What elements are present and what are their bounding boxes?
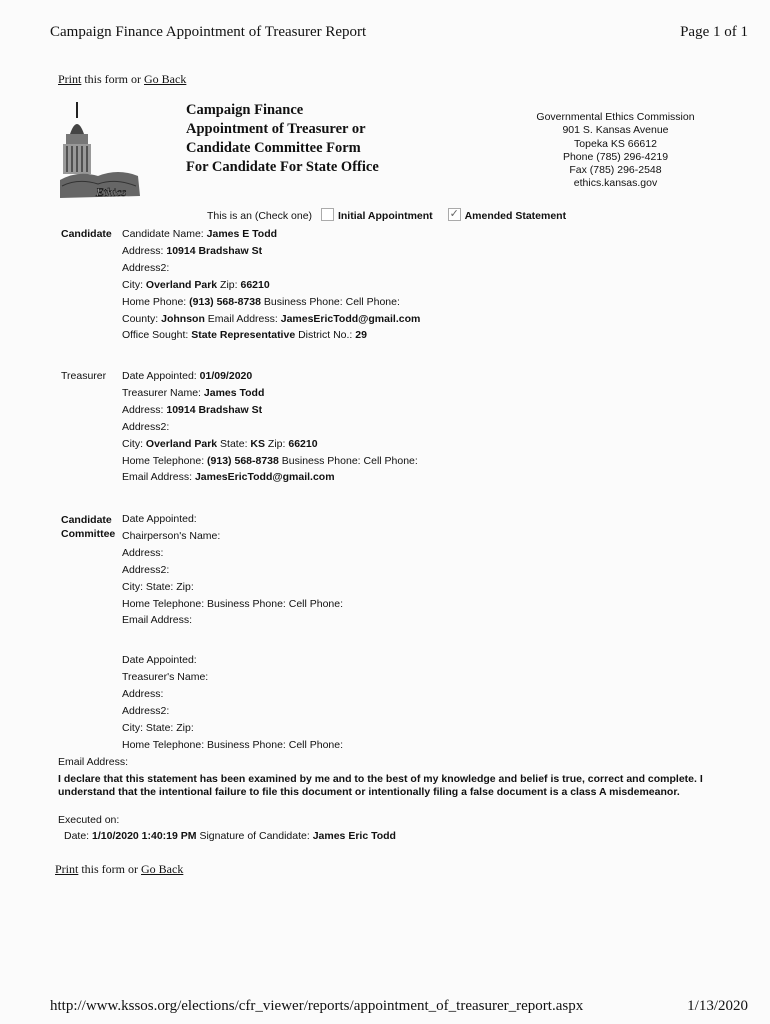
committee-section-label: Candidate Committee <box>61 514 116 540</box>
top-nav <box>58 72 186 87</box>
treasurer-name-row: Treasurer Name: James Todd <box>122 386 265 399</box>
candidate-signature: James Eric Todd <box>312 830 396 842</box>
initial-appointment-checkbox[interactable] <box>321 208 334 221</box>
committee-treasurer-address-row: Address: <box>122 687 164 700</box>
committee-treasurer-email-row: Email Address: <box>58 756 129 768</box>
agency-phone: Phone (785) 296-4219 <box>562 150 669 163</box>
print-footer-date: 1/13/2020 <box>687 998 748 1014</box>
form-title <box>186 101 379 177</box>
candidate-city-row: City: Overland Park Zip: 66210 <box>122 278 270 291</box>
committee-section <box>122 511 343 629</box>
candidate-address: 10914 Bradshaw St <box>166 244 263 257</box>
treasurer-section-label: Treasurer <box>61 370 107 382</box>
candidate-phone-row: Home Phone: (913) 568-8738 Business Phone: Cell Phone: <box>122 295 400 308</box>
candidate-district: 29 <box>355 329 367 342</box>
candidate-home-phone: (913) 568-8738 <box>189 295 261 308</box>
candidate-section-label: Candidate <box>61 228 112 240</box>
candidate-zip: 66210 <box>240 278 270 291</box>
logo-text: Ethics <box>96 185 126 199</box>
treasurer-date-row: Date Appointed: 01/09/2020 <box>122 370 253 382</box>
agency-name: Governmental Ethics Commission <box>536 111 695 123</box>
treasurer-city-row: City: Overland Park State: KS Zip: 66210 <box>122 437 318 450</box>
declaration-text: I declare that this statement has been examined by me and to the best of my knowledge and belief is true, correct and complete. I understand that the intentional failure to file this document or intentionally filing a false document is a class A misdemeanor. <box>58 773 703 798</box>
committee-date-row: Date Appointed: <box>122 513 197 525</box>
committee-treasurer-date-row: Date Appointed: <box>122 654 197 666</box>
agency-address <box>518 111 713 191</box>
committee-chair-row: Chairperson's Name: <box>122 529 221 542</box>
capitol-logo-icon <box>58 96 148 202</box>
candidate-office-row: Office Sought: State Representative District No.: 29 <box>122 329 367 342</box>
check-prompt: This is an (Check one) <box>207 210 313 222</box>
go-back-link[interactable]: Go Back <box>144 72 187 86</box>
candidate-email: JamesEricTodd@gmail.com <box>280 312 421 325</box>
appointment-type <box>207 208 566 225</box>
candidate-city: Overland Park <box>145 278 218 291</box>
print-header-page: Page 1 of 1 <box>680 24 748 40</box>
form-title-line: Appointment of Treasurer or <box>186 121 366 137</box>
treasurer-phone-row: Home Telephone: (913) 568-8738 Business Phone: Cell Phone: <box>122 454 418 467</box>
form-title-line: Candidate Committee Form <box>186 140 361 156</box>
agency-fax: Fax (785) 296-2548 <box>569 164 662 177</box>
go-back-link-bottom[interactable]: Go Back <box>141 862 184 876</box>
committee-treasurer-section <box>122 652 343 753</box>
treasurer-section <box>122 368 418 486</box>
committee-phone-row: Home Telephone: Business Phone: Cell Phone: <box>122 597 344 610</box>
candidate-name-row: Candidate Name: James E Todd <box>122 228 278 240</box>
candidate-county-row: County: Johnson Email Address: JamesEricTodd@gmail.com <box>122 312 421 325</box>
candidate-name: James E Todd <box>206 228 278 240</box>
committee-address2-row: Address2: <box>122 563 170 576</box>
initial-appointment-label: Initial Appointment <box>337 210 433 222</box>
candidate-address-row: Address: 10914 Bradshaw St <box>122 244 263 257</box>
form-title-line: Campaign Finance <box>186 102 304 118</box>
treasurer-name: James Todd <box>203 386 265 399</box>
committee-email-row: Email Address: <box>122 614 193 627</box>
committee-treasurer-name-row: Treasurer's Name: <box>122 670 209 683</box>
treasurer-address2-row: Address2: <box>122 420 170 433</box>
committee-address-row: Address: <box>122 546 164 559</box>
committee-treasurer-phone-row: Home Telephone: Business Phone: Cell Phone: <box>122 738 344 751</box>
amended-statement-checkbox[interactable] <box>448 208 461 221</box>
print-link[interactable]: Print <box>58 72 82 86</box>
executed-on-label: Executed on: <box>58 814 120 826</box>
committee-treasurer-address2-row: Address2: <box>122 704 170 717</box>
candidate-section <box>122 226 420 344</box>
agency-website: ethics.kansas.gov <box>573 177 658 190</box>
amended-statement-label: Amended Statement <box>464 210 567 222</box>
treasurer-email-row: Email Address: JamesEricTodd@gmail.com <box>122 471 335 484</box>
committee-city-row: City: State: Zip: <box>122 580 194 593</box>
treasurer-address: 10914 Bradshaw St <box>166 403 263 416</box>
print-link-bottom[interactable]: Print <box>55 862 79 876</box>
execution-row: Date: 1/10/2020 1:40:19 PM Signature of Candidate: James Eric Todd <box>64 830 396 842</box>
candidate-county: Johnson <box>161 312 205 325</box>
candidate-address2-row: Address2: <box>122 261 170 274</box>
agency-city: Topeka KS 66612 <box>574 137 657 150</box>
committee-treasurer-city-row: City: State: Zip: <box>122 721 194 734</box>
treasurer-date: 01/09/2020 <box>199 370 253 382</box>
execution-date: 1/10/2020 1:40:19 PM <box>92 830 197 842</box>
print-footer-url: http://www.kssos.org/elections/cfr_viewer/reports/appointment_of_treasurer_report.aspx <box>50 998 584 1014</box>
bottom-nav: Print this form or Go Back <box>55 862 184 876</box>
agency-street: 901 S. Kansas Avenue <box>562 124 669 137</box>
nav-connector: this form or <box>81 72 145 86</box>
form-title-line: For Candidate For State Office <box>186 159 379 175</box>
treasurer-email: JamesEricTodd@gmail.com <box>194 471 335 484</box>
treasurer-address-row: Address: 10914 Bradshaw St <box>122 403 263 416</box>
print-header-title: Campaign Finance Appointment of Treasurer Report <box>50 24 367 40</box>
candidate-office: State Representative <box>191 329 296 342</box>
